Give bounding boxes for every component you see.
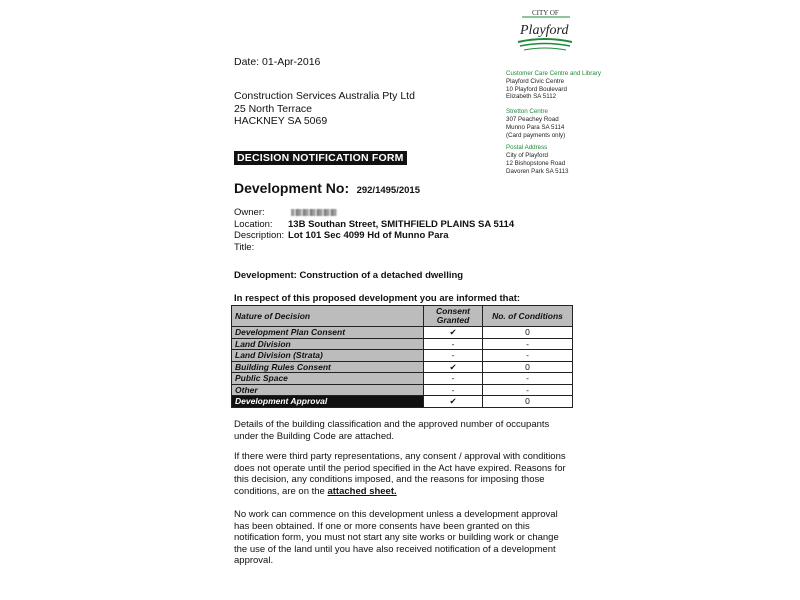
- decision-table: [231, 305, 573, 408]
- table-row: [232, 327, 573, 339]
- row-conditions: 0: [483, 327, 573, 339]
- paragraph-third-party-text: If there were third party representations, any consent / approval with conditions does not operate until the period specified in the Act have expired. Reasons for this decision, any conditions imposed, and the reasons for imposing those conditions, are on the: [234, 451, 566, 497]
- logo-playford-text: Playford: [520, 23, 569, 38]
- city-of-playford-logo: [510, 6, 580, 56]
- location-value: 13B Southan Street, SMITHFIELD PLAINS SA 5114: [288, 218, 515, 230]
- property-details: [234, 207, 514, 253]
- row-nature: Other: [232, 384, 424, 396]
- table-row: [232, 384, 573, 396]
- attached-sheet-link[interactable]: attached sheet.: [327, 485, 397, 497]
- care-centre-line: Elizabeth SA 5112: [506, 93, 557, 101]
- paragraph-third-party: [234, 451, 578, 497]
- row-granted: -: [424, 338, 483, 350]
- development-number-value: 292/1495/2015: [356, 185, 420, 196]
- row-nature: Development Approval: [232, 396, 424, 408]
- table-intro: In respect of this proposed development you are informed that:: [234, 293, 521, 304]
- row-nature: Development Plan Consent: [232, 327, 424, 339]
- logo-city-of-text: CITY OF: [532, 9, 559, 17]
- header-nature: Nature of Decision: [232, 306, 424, 327]
- redacted-owner-name: [291, 209, 337, 216]
- stretton-centre-title: Stretton Centre: [506, 108, 548, 116]
- stretton-centre-line: 307 Peachey Road: [506, 115, 559, 123]
- row-conditions: 0: [483, 361, 573, 373]
- table-row: [232, 350, 573, 362]
- form-title: DECISION NOTIFICATION FORM: [234, 151, 407, 165]
- postal-address-line: City of Playford: [506, 152, 548, 160]
- council-contact-block: [506, 70, 616, 176]
- addressee-line: 25 North Terrace: [234, 102, 313, 115]
- table-row: [232, 338, 573, 350]
- row-nature: Building Rules Consent: [232, 361, 424, 373]
- development-number-label: Development No:: [234, 180, 350, 196]
- header-conditions: No. of Conditions: [483, 306, 573, 327]
- stretton-centre-line: Munno Para SA 5114: [506, 123, 565, 131]
- postal-address-line: 12 Bishopstone Road: [506, 159, 566, 167]
- location-label: Location:: [234, 218, 273, 230]
- description-label: Description:: [234, 230, 285, 241]
- addressee-block: [234, 90, 415, 128]
- row-granted: -: [424, 350, 483, 362]
- table-row: [232, 373, 573, 385]
- row-granted: ✔: [424, 327, 483, 339]
- postal-address-line: Davoren Park SA 5113: [506, 167, 569, 175]
- row-granted: ✔: [424, 396, 483, 408]
- care-centre-line: Playford Civic Centre: [506, 77, 565, 85]
- table-header-row: [232, 306, 573, 327]
- postal-address-title: Postal Address: [506, 144, 548, 152]
- row-conditions: -: [483, 373, 573, 385]
- row-granted: ✔: [424, 361, 483, 373]
- letter-date: Date: 01-Apr-2016: [234, 56, 321, 68]
- row-nature: Land Division (Strata): [232, 350, 424, 362]
- care-centre-title: Customer Care Centre and Library: [506, 70, 601, 77]
- development-number: [234, 180, 420, 198]
- row-nature: Public Space: [232, 373, 424, 385]
- row-conditions: -: [483, 350, 573, 362]
- owner-label: Owner:: [234, 207, 265, 218]
- row-conditions: -: [483, 384, 573, 396]
- row-granted: -: [424, 373, 483, 385]
- paragraph-no-work: No work can commence on this development unless a development approval has been obtained. If one or more consents have been granted on this notification form, you must not start any site works or building work or change the use of the land until you have also received notification of a development approval.: [234, 509, 559, 566]
- description-value: Lot 101 Sec 4099 Hd of Munno Para: [288, 230, 449, 241]
- addressee-line: HACKNEY SA 5069: [234, 115, 328, 127]
- row-nature: Land Division: [232, 338, 424, 350]
- row-conditions: 0: [483, 396, 573, 408]
- table-row: [232, 361, 573, 373]
- addressee-line: Construction Services Australia Pty Ltd: [234, 90, 415, 102]
- row-conditions: -: [483, 338, 573, 350]
- stretton-centre-line: (Card payments only): [506, 131, 566, 139]
- row-granted: -: [424, 384, 483, 396]
- header-consent: Consent Granted: [424, 306, 483, 327]
- title-label: Title:: [234, 241, 255, 253]
- development-description: Development: Construction of a detached dwelling: [234, 270, 464, 281]
- care-centre-line: 10 Playford Boulevard: [506, 85, 567, 93]
- paragraph-building-classification: Details of the building classification and the approved number of occupants under the Building Code are attached.: [234, 419, 550, 442]
- table-row: [232, 396, 573, 408]
